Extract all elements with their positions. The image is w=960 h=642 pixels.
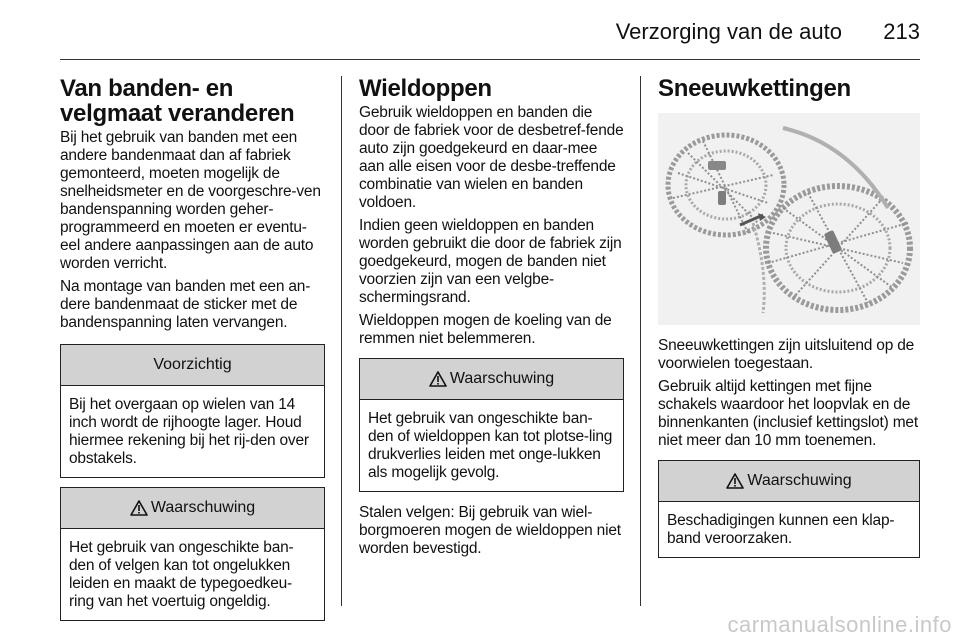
- section-title: Verzorging van de auto: [615, 19, 842, 44]
- paragraph: Na montage van banden met een an-dere bandenmaat de sticker met de bandenspanning laten vervangen.: [60, 278, 311, 331]
- warning-body: [360, 400, 623, 491]
- paragraph: Bij het gebruik van banden met een andere bandenmaat dan af fabriek gemonteerd, moeten mogelijk de snelheidsmeter en de voorgeschre-ven bandenspanning worden geher-programmeerd en moeten er eventu-eel andere aanpassingen aan de auto worden verricht.: [60, 129, 321, 272]
- snow-chains-illustration: [658, 113, 920, 325]
- paragraph: Gebruik wieldoppen en banden die door de fabriek voor de desbetref-fende auto zijn goedgekeurd en daar-mee aan alle eisen voor de desbe-treffende combinatie van wielen en banden voldoen.: [359, 104, 624, 211]
- column-snow-chains: [658, 76, 920, 558]
- heading-tire-size: Van banden- en velgmaat veranderen: [60, 75, 295, 127]
- column-divider: [640, 76, 641, 606]
- page-header: [0, 0, 960, 60]
- warning-triangle-icon: [130, 500, 148, 516]
- page-number: 213: [883, 19, 920, 44]
- warning-title-text: Waarschuwing: [150, 499, 256, 516]
- warning-text: Het gebruik van ongeschikte ban-den of wieldoppen kan tot plotse-ling drukverlies leiden met onge-lukken als mogelijk gevolg.: [368, 410, 613, 481]
- caution-text: Bij het overgaan op wielen van 14 inch wordt de rijhoogte lager. Houd hiermee rekening bij het rij-den over obstakels.: [69, 396, 309, 467]
- warning-title-text: Waarschuwing: [747, 472, 852, 489]
- paragraph: Sneeuwkettingen zijn uitsluitend op de voorwielen toegestaan.: [658, 337, 915, 372]
- warning-text: Het gebruik van ongeschikte ban-den of velgen kan tot ongelukken leiden en maakt de typegoedkeu-ring van het voertuig ongeldig.: [69, 539, 294, 610]
- caution-box: [60, 344, 325, 478]
- caution-title: [61, 345, 324, 386]
- column-divider: [341, 76, 342, 606]
- caution-body: [61, 386, 324, 477]
- warning-body: [61, 529, 324, 620]
- paragraph: Indien geen wieldoppen en banden worden gebruikt die door de fabriek zijn goedgekeurd, mogen de banden niet voorzien zijn van een velgbe-schermingsrand.: [359, 217, 622, 306]
- heading-snow-chains: Sneeuwkettingen: [658, 75, 851, 102]
- paragraph: Stalen velgen: Bij gebruik van wiel-borgmoeren mogen de wieldoppen niet worden bevestigd.: [359, 504, 621, 557]
- warning-title-text: Waarschuwing: [449, 370, 555, 387]
- warning-title: [61, 488, 324, 529]
- snow-chains-image: [658, 113, 920, 325]
- warning-box: [658, 460, 920, 558]
- warning-title: [360, 359, 623, 400]
- warning-title: [659, 461, 919, 502]
- column-hubcaps: [359, 76, 624, 563]
- header-rule: [60, 59, 920, 60]
- warning-text: Beschadigingen kunnen een klap-band veroorzaken.: [667, 512, 895, 547]
- paragraph: Wieldoppen mogen de koeling van de remmen niet belemmeren.: [359, 312, 612, 347]
- column-tire-size: [60, 76, 325, 621]
- heading-hubcaps: Wieldoppen: [359, 75, 492, 102]
- watermark-brand: carmanualsonline.info: [727, 612, 952, 637]
- warning-triangle-icon: [429, 371, 447, 387]
- warning-triangle-icon: [726, 473, 744, 489]
- caution-title-text: Voorzichtig: [153, 356, 232, 373]
- warning-body: [659, 502, 919, 557]
- paragraph: Gebruik altijd kettingen met fijne schakels waardoor het loopvlak en de binnenkanten (inclusief kettingslot) met niet meer dan 10 mm toenemen.: [658, 378, 918, 449]
- warning-box: [359, 358, 624, 492]
- warning-box: [60, 487, 325, 621]
